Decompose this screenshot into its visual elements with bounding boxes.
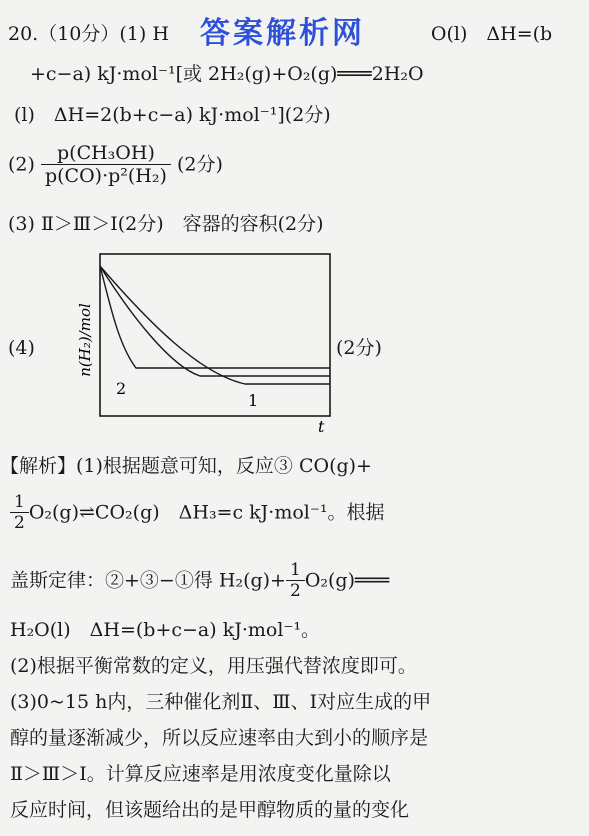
watermark-text: 答案解析网	[200, 16, 365, 51]
answer-line-3: (l) ΔH=2(b+c−a) kJ·mol⁻¹](2分)	[14, 104, 331, 126]
analysis-line-6: (3)0~15 h内，三种催化剂Ⅱ、Ⅲ、Ⅰ对应生成的甲	[10, 691, 432, 713]
analysis-line-8: Ⅱ＞Ⅲ＞Ⅰ。计算反应速率是用浓度变化量除以	[10, 763, 391, 785]
analysis-line-9: 反应时间，但该题给出的是甲醇物质的量的变化	[10, 799, 410, 821]
equilibrium-constant-fraction	[41, 142, 171, 187]
analysis-line-3	[10, 560, 389, 601]
part-4-score: (2分)	[336, 337, 382, 359]
answer-line-1	[8, 22, 552, 46]
half-num: 1	[10, 492, 29, 513]
analysis-line-3-end: O₂(g)═══	[304, 569, 390, 592]
analysis-line-1: 【解析】(1)根据题意可知，反应③ CO(g)+	[0, 455, 372, 477]
graph-frame	[100, 254, 330, 416]
curve-middle	[100, 266, 330, 376]
graph-x-label: t	[318, 417, 325, 436]
half-num-2: 1	[286, 560, 305, 581]
analysis-line-2	[10, 492, 385, 533]
part-2-score: (2分)	[176, 153, 223, 176]
answer-part-3: (3) Ⅱ＞Ⅲ＞Ⅰ(2分) 容器的容积(2分)	[8, 213, 324, 235]
answer-line-1-start: 20.（10分）(1) H	[8, 23, 169, 45]
answer-part-2	[8, 142, 223, 187]
curve-2-label: 2	[116, 379, 127, 398]
half-fraction-2	[286, 560, 305, 601]
curve-1-label: 1	[248, 391, 259, 410]
answer-line-1-end: O(l) ΔH=(b	[430, 23, 553, 45]
half-den: 2	[14, 513, 25, 533]
analysis-line-2-text: O₂(g)⇌CO₂(g) ΔH₃=c kJ·mol⁻¹。根据	[28, 501, 385, 524]
graph-y-label: n(H₂)/mol	[76, 303, 94, 377]
fraction-denominator: p(CO)·p²(H₂)	[44, 165, 167, 187]
fraction-numerator: p(CH₃OH)	[41, 142, 171, 165]
analysis-line-7: 醇的量逐渐减少，所以反应速率由大到小的顺序是	[10, 727, 429, 749]
half-fraction	[10, 492, 29, 533]
half-den-2: 2	[289, 581, 301, 601]
hydrogen-amount-graph	[70, 244, 340, 436]
answer-line-2: +c−a) kJ·mol⁻¹[或 2H₂(g)+O₂(g)═══2H₂O	[30, 63, 424, 85]
part-2-label: (2)	[8, 153, 35, 176]
analysis-line-5: (2)根据平衡常数的定义，用压强代替浓度即可。	[10, 655, 417, 677]
analysis-line-3-start: 盖斯定律：②+③−①得 H₂(g)+	[10, 569, 286, 592]
analysis-line-4: H₂O(l) ΔH=(b+c−a) kJ·mol⁻¹。	[10, 619, 321, 641]
part-4-label: (4)	[8, 337, 35, 359]
